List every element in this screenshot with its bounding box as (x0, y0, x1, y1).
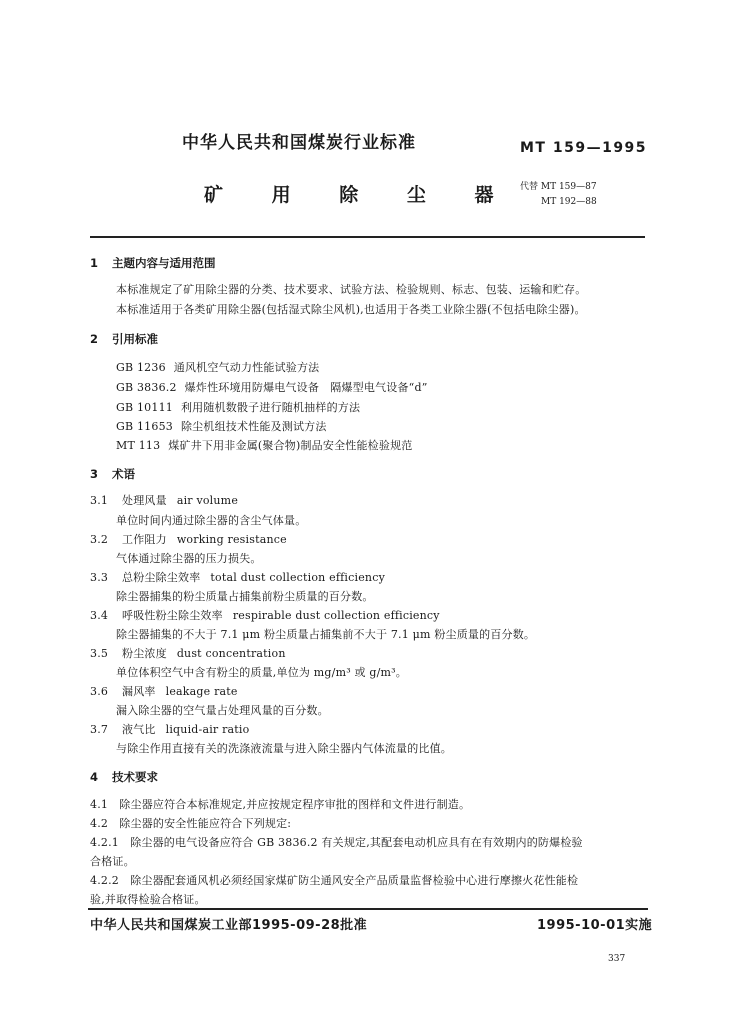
section-number: 2 (90, 332, 99, 346)
term-heading (90, 492, 238, 508)
section-1-heading (90, 255, 216, 271)
term-heading (90, 569, 385, 585)
section-title: 引用标准 (112, 332, 158, 346)
replaces-line-1: 代替 MT 159—87 (520, 182, 597, 192)
reference-item (116, 399, 360, 415)
clause-4-2-1: 4.2.1 除尘器的电气设备应符合 GB 3836.2 有关规定,其配套电动机应具有在有效期内的防爆检验 (90, 836, 583, 849)
reference-item (116, 418, 327, 434)
clause-4-2-1-cont: 合格证。 (90, 855, 135, 868)
reference-item (116, 379, 428, 395)
term-en: respirable dust collection efficiency (232, 609, 440, 622)
document-title: 矿 用 除 尘 器 (204, 184, 515, 206)
reference-text: 通风机空气动力性能试验方法 (173, 361, 320, 374)
term-en: working resistance (176, 533, 287, 546)
reference-code: GB 11653 (116, 420, 173, 433)
term-number: 3.2 (90, 533, 109, 546)
term-en: total dust collection efficiency (210, 571, 385, 584)
page-number: 337 (608, 954, 626, 964)
reference-text: 利用随机数骰子进行随机抽样的方法 (180, 401, 361, 414)
replaces-note (520, 180, 597, 210)
section-2-heading (90, 331, 158, 347)
term-definition: 除尘器捕集的不大于 7.1 μm 粉尘质量占捕集前不大于 7.1 μm 粉尘质量的百分数。 (116, 628, 536, 641)
term-en: liquid-air ratio (165, 723, 250, 736)
term-number: 3.6 (90, 685, 109, 698)
term-definition: 除尘器捕集的粉尘质量占捕集前粉尘质量的百分数。 (116, 590, 374, 603)
term-zh: 处理风量 (122, 494, 167, 507)
reference-text: 除尘机组技术性能及测试方法 (180, 420, 327, 433)
term-heading (90, 721, 249, 737)
term-number: 3.4 (90, 609, 109, 622)
footer-divider (88, 908, 648, 910)
clause-4-2: 4.2 除尘器的安全性能应符合下列规定: (90, 817, 292, 830)
term-zh: 总粉尘除尘效率 (122, 571, 201, 584)
term-definition: 单位体积空气中含有粉尘的质量,单位为 mg/m³ 或 g/m³。 (116, 666, 407, 679)
reference-item (116, 437, 412, 453)
section-title: 技术要求 (112, 770, 158, 784)
section-number: 3 (90, 467, 99, 481)
term-number: 3.7 (90, 723, 109, 736)
term-heading (90, 531, 287, 547)
term-zh: 液气比 (122, 723, 156, 736)
header-divider (90, 236, 645, 238)
term-en: air volume (176, 494, 239, 507)
section-number: 4 (90, 770, 99, 784)
reference-item (116, 359, 319, 375)
section-title: 主题内容与适用范围 (112, 256, 216, 270)
term-en: dust concentration (176, 647, 286, 660)
term-number: 3.5 (90, 647, 109, 660)
replaces-line-2: MT 192—88 (541, 197, 597, 207)
approval-line: 中华人民共和国煤炭工业部1995-09-28批准 (90, 918, 368, 933)
clause-4-2-2-cont: 验,并取得检验合格证。 (90, 893, 206, 906)
reference-code: GB 10111 (116, 401, 173, 414)
reference-text: 煤矿井下用非金属(聚合物)制品安全性能检验规范 (168, 439, 413, 452)
term-definition: 与除尘作用直接有关的洗涤液流量与进入除尘器内气体流量的比值。 (116, 742, 452, 755)
reference-code: MT 113 (116, 439, 161, 452)
term-zh: 粉尘浓度 (122, 647, 167, 660)
standard-code: MT 159—1995 (520, 140, 648, 156)
term-heading (90, 607, 440, 623)
term-heading (90, 645, 286, 661)
paragraph: 本标准适用于各类矿用除尘器(包括湿式除尘风机),也适用于各类工业除尘器(不包括电除尘器)。 (116, 303, 586, 316)
term-zh: 漏风率 (122, 685, 156, 698)
term-number: 3.1 (90, 494, 109, 507)
clause-4-2-2: 4.2.2 除尘器配套通风机必须经国家煤矿防尘通风安全产品质量监督检验中心进行摩擦火花性能检 (90, 874, 579, 887)
reference-code: GB 1236 (116, 361, 166, 374)
section-4-heading (90, 769, 158, 785)
term-heading (90, 683, 238, 699)
implementation-date: 1995-10-01实施 (537, 918, 653, 933)
term-number: 3.3 (90, 571, 109, 584)
term-zh: 呼吸性粉尘除尘效率 (122, 609, 223, 622)
reference-text: 爆炸性环境用防爆电气设备 隔爆型电气设备“d” (184, 381, 428, 394)
term-en: leakage rate (165, 685, 238, 698)
term-definition: 单位时间内通过除尘器的含尘气体量。 (116, 514, 307, 527)
clause-4-1: 4.1 除尘器应符合本标准规定,并应按规定程序审批的图样和文件进行制造。 (90, 798, 471, 811)
paragraph: 本标准规定了矿用除尘器的分类、技术要求、试验方法、检验规则、标志、包装、运输和贮存。 (116, 283, 587, 296)
term-definition: 漏入除尘器的空气量占处理风量的百分数。 (116, 704, 329, 717)
section-3-heading (90, 466, 135, 482)
section-title: 术语 (112, 467, 135, 481)
reference-code: GB 3836.2 (116, 381, 177, 394)
term-zh: 工作阻力 (122, 533, 167, 546)
standard-category: 中华人民共和国煤炭行业标准 (182, 133, 416, 153)
term-definition: 气体通过除尘器的压力损失。 (116, 552, 262, 565)
section-number: 1 (90, 256, 99, 270)
